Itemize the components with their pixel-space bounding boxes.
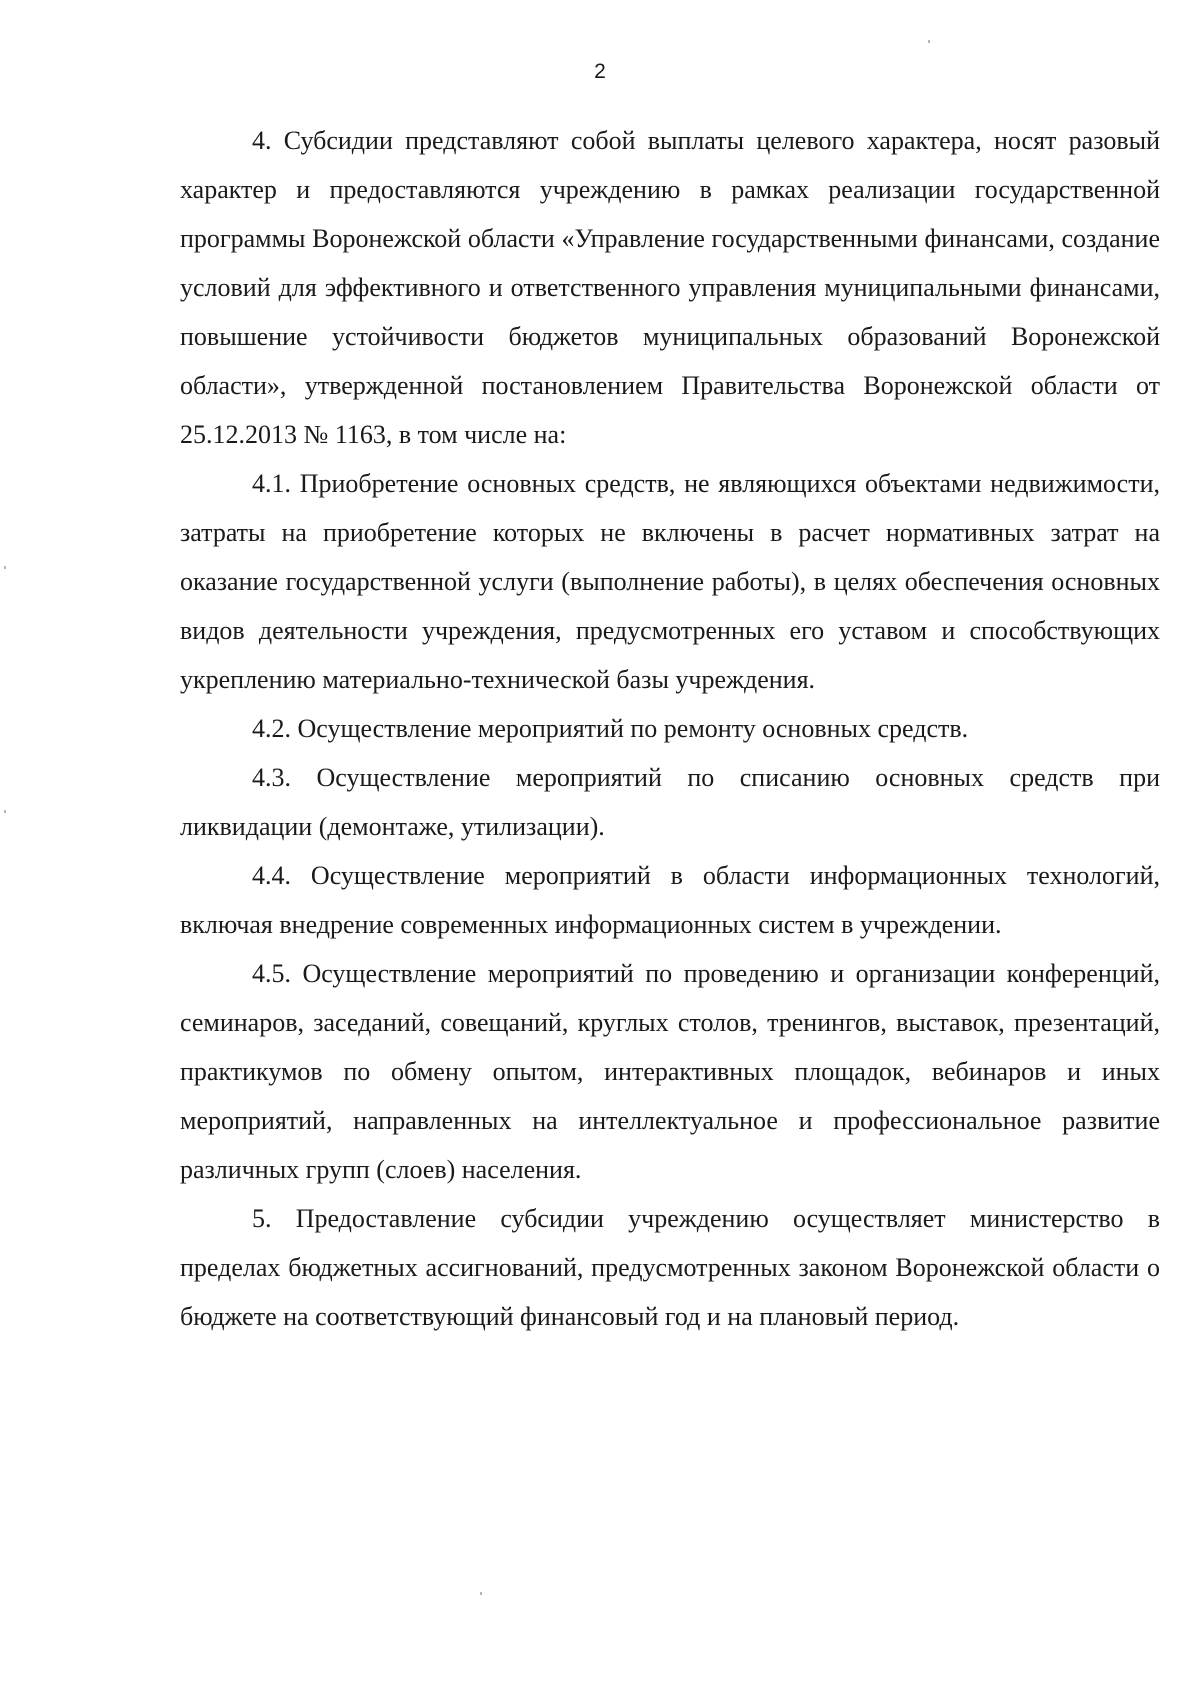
- paragraph-4: 4. Субсидии представляют собой выплаты целевого характера, носят разовый характер и предоставляются учреждению в рамках реализации государственной программы Воронежской области «Управление государственными финансами, создание условий для эффективного и ответственного управления муниципальными финансами, повышение устойчивости бюджетов муниципальных образований Воронежской области», утвержденной постановлением Правительства Воронежской области от 25.12.2013 № 1163, в том числе на:: [180, 126, 1160, 449]
- paragraph-4-5: 4.5. Осуществление мероприятий по проведению и организации конференций, семинаров, заседаний, совещаний, круглых столов, тренингов, выставок, презентаций, практикумов по обмену опытом, интерактивных площадок, вебинаров и иных мероприятий, направленных на интеллектуальное и профессиональное развитие различных групп (слоев) населения.: [180, 959, 1160, 1184]
- scan-speck: [4, 566, 6, 569]
- paragraph-4-1: 4.1. Приобретение основных средств, не являющихся объектами недвижимости, затраты на приобретение которых не включены в расчет нормативных затрат на оказание государственной услуги (выполнение работы), в целях обеспечения основных видов деятельности учреждения, предусмотренных его уставом и способствующих укреплению материально-технической базы учреждения.: [180, 469, 1160, 694]
- document-body: [180, 116, 1160, 1341]
- paragraph-4-4: 4.4. Осуществление мероприятий в области информационных технологий, включая внедрение современных информационных систем в учреждении.: [180, 861, 1160, 939]
- page-number: 2: [594, 60, 606, 83]
- scan-speck: [480, 1592, 482, 1595]
- scan-speck: [928, 40, 930, 43]
- paragraph-4-3: 4.3. Осуществление мероприятий по списанию основных средств при ликвидации (демонтаже, утилизации).: [180, 763, 1160, 841]
- paragraph-4-2: 4.2. Осуществление мероприятий по ремонту основных средств.: [252, 714, 969, 743]
- paragraph-5: 5. Предоставление субсидии учреждению осуществляет министерство в пределах бюджетных ассигнований, предусмотренных законом Воронежской области о бюджете на соответствующий финансовый год и на плановый период.: [180, 1204, 1160, 1331]
- scan-speck: [4, 810, 6, 813]
